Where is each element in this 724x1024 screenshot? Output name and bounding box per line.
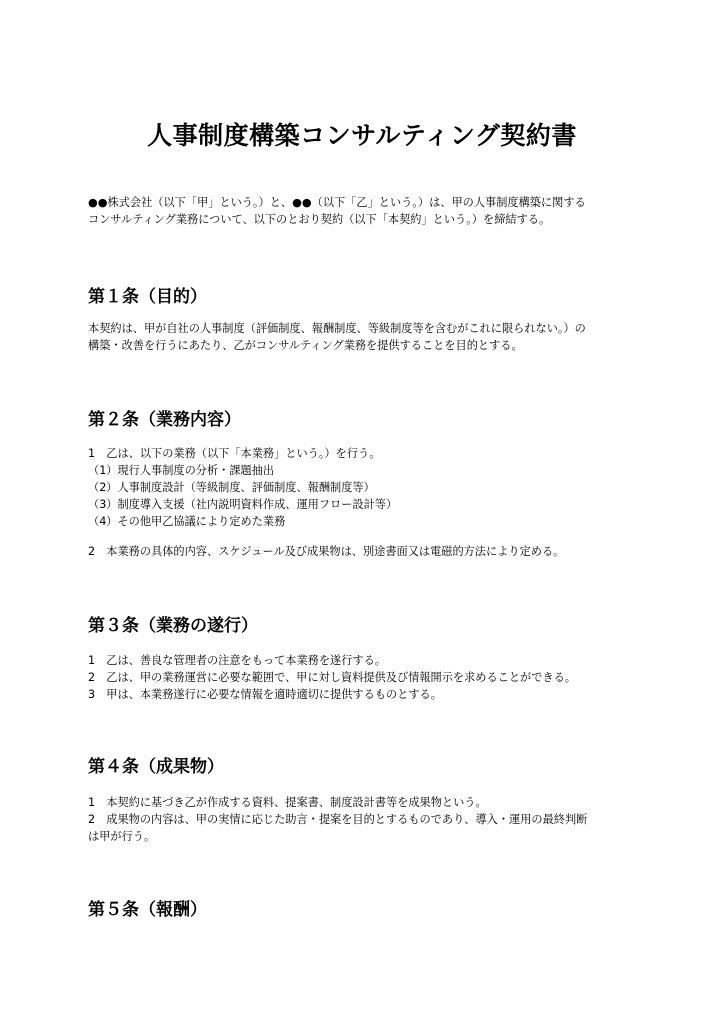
article-2-line: （1）現行人事制度の分析・課題抽出 — [88, 464, 275, 477]
article-2-clause-2 — [88, 543, 648, 560]
intro-line: コンサルティング業務について、以下のとおり契約（以下「本契約」という。）を締結する。 — [88, 213, 551, 226]
article-3-line: 3 甲は、本業務遂行に必要な情報を適時適切に提供するものとする。 — [88, 688, 442, 701]
article-2-line: 1 乙は、以下の業務（以下「本業務」という。）を行う。 — [88, 447, 381, 460]
article-3-line: 1 乙は、善良な管理者の注意をもって本業務を遂行する。 — [88, 654, 386, 667]
article-1-line: 本契約は、甲が自社の人事制度（評価制度、報酬制度、等級制度等を含むがこれに限られない。）の — [88, 322, 586, 335]
article-4-heading: 第４条（成果物） — [88, 757, 224, 777]
article-1-heading: 第１条（目的） — [88, 287, 207, 307]
article-2-line: （4）その他甲乙協議により定めた業務 — [88, 515, 286, 528]
article-2-line: （2）人事制度設計（等級制度、評価制度、報酬制度等） — [88, 481, 375, 494]
article-2-heading: 第２条（業務内容） — [88, 410, 241, 430]
article-4-line: 2 成果物の内容は、甲の実情に応じた助言・提案を目的とするものであり、導入・運用の最終判断 — [88, 813, 588, 826]
article-4-body — [88, 794, 648, 845]
article-4-line: は甲が行う。 — [88, 830, 156, 843]
article-2-line: 2 本業務の具体的内容、スケジュール及び成果物は、別途書面又は電磁的方法により定める。 — [88, 545, 565, 558]
intro-line: ●●株式会社（以下「甲」という。）と、●●（以下「乙」という。）は、甲の人事制度構築に関する — [88, 196, 586, 209]
article-3-body — [88, 652, 648, 703]
article-1-body — [88, 320, 648, 354]
article-3-line: 2 乙は、甲の業務運営に必要な範囲で、甲に対し資料提供及び情報開示を求めることができる。 — [88, 671, 576, 684]
article-2-body — [88, 445, 648, 530]
article-3-heading: 第３条（業務の遂行） — [88, 616, 258, 636]
article-4-line: 1 本契約に基づき乙が作成する資料、提案書、制度設計書等を成果物という。 — [88, 796, 487, 809]
article-2-line: （3）制度導入支援（社内説明資料作成、運用フロー設計等） — [88, 498, 398, 511]
intro-paragraph — [88, 194, 648, 228]
article-5-heading: 第５条（報酬） — [88, 900, 207, 920]
article-1-line: 構築・改善を行うにあたり、乙がコンサルティング業務を提供することを目的とする。 — [88, 339, 523, 352]
document-title: 人事制度構築コンサルティング契約書 — [147, 121, 577, 150]
